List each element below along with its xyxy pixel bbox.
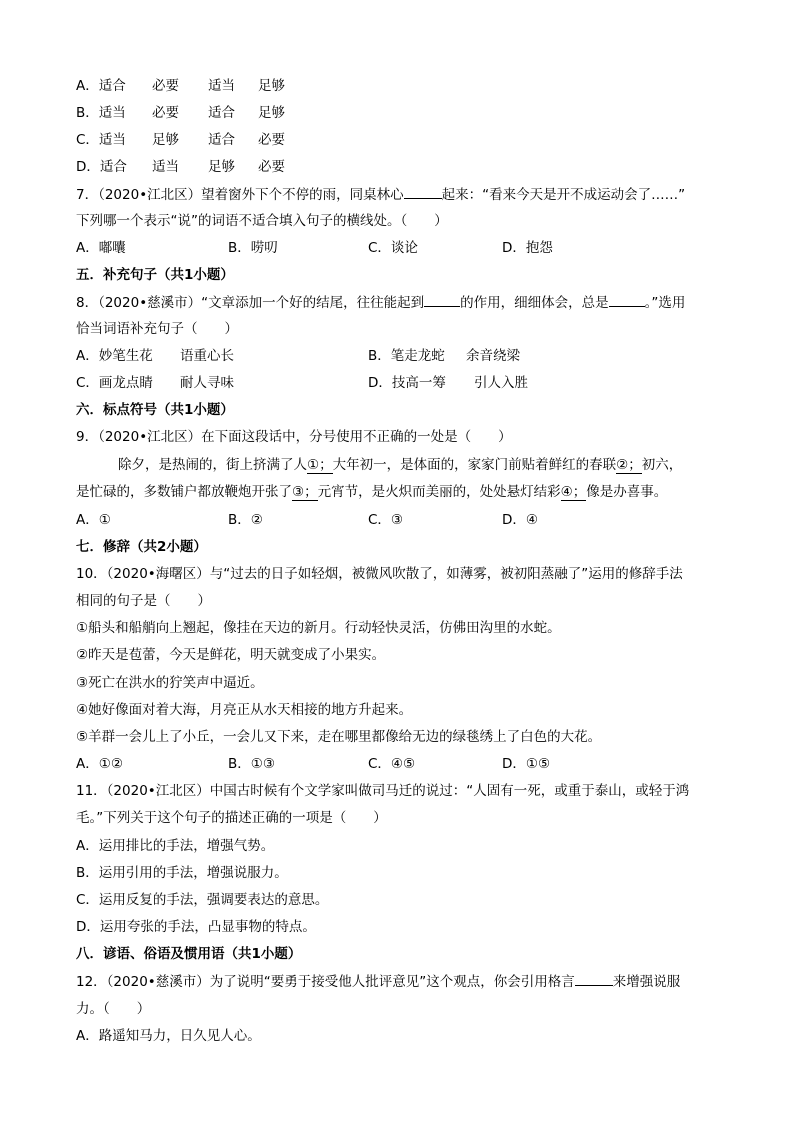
q12-stem-line2: 力。（ ） xyxy=(76,1001,151,1017)
q11-option-d[interactable]: D．运用夸张的手法，凸显事物的特点。 xyxy=(76,919,316,935)
q9-option-c[interactable]: C．③ xyxy=(368,512,404,528)
q9-stem: 9．（2020•江北区）在下面这段话中，分号使用不正确的一处是（ ） xyxy=(76,429,512,445)
q8-stem-line1: 8．（2020•慈溪市）“文章添加一个好的结尾，往往能起到 的作用，细细体会，总是 。”选用 xyxy=(76,292,685,313)
q10-option-c[interactable]: C．④⑤ xyxy=(368,756,416,772)
q7-option-a[interactable]: A．嘟囔 xyxy=(76,240,126,256)
q8-blank-1[interactable] xyxy=(424,292,460,307)
q11-stem-line2: 毛。”下列关于这个句子的描述正确的一项是（ ） xyxy=(76,810,387,826)
q7-option-b[interactable]: B．唠叨 xyxy=(228,240,278,256)
q9-mark-1: ①； xyxy=(307,457,333,473)
q11-option-c[interactable]: C．运用反复的手法，强调要表达的意思。 xyxy=(76,892,329,908)
q10-stem-line1: 10．（2020•海曙区）与“过去的日子如轻烟，被微风吹散了，如薄雾，被初阳蒸融了”运用的修辞手法 xyxy=(76,566,683,582)
q12-option-a[interactable]: A．路遥知马力，日久见人心。 xyxy=(76,1028,261,1044)
q10-option-a[interactable]: A．①② xyxy=(76,756,123,772)
q11-option-a[interactable]: A．运用排比的手法，增强气势。 xyxy=(76,838,275,854)
section-5-heading: 五．补充句子（共1小题） xyxy=(76,267,234,283)
q7-stem-line1: 7．（2020•江北区）望着窗外下个不停的雨，同桌林心 起来：“看来今天是开不成运动会了……” xyxy=(76,184,685,205)
section-8-heading: 八．谚语、俗语及惯用语（共1小题） xyxy=(76,946,302,962)
q10-item-4: ④她好像面对着大海，月亮正从水天相接的地方升起来。 xyxy=(76,702,413,718)
q11-option-b[interactable]: B．运用引用的手法，增强说服力。 xyxy=(76,865,288,881)
q7-stem-line2: 下列哪一个表示“说”的词语不适合填入句子的横线处。（ ） xyxy=(76,213,448,229)
q9-passage-line1: 除夕，是热闹的，街上挤满了人①；大年初一，是体面的，家家门前贴着鲜红的春联②；初六， xyxy=(118,457,683,473)
section-7-heading: 七．修辞（共2小题） xyxy=(76,539,207,555)
q10-item-2: ②昨天是苞蕾，今天是鲜花，明天就变成了小果实。 xyxy=(76,647,386,663)
q12-blank[interactable] xyxy=(575,971,613,986)
q7-option-d[interactable]: D．抱怨 xyxy=(502,240,553,256)
q9-passage-line2: 是忙碌的，多数铺户都放鞭炮开张了③；元宵节，是火炽而美丽的，处处悬灯结彩④；像是办喜事。 xyxy=(76,484,668,500)
q7-option-c[interactable]: C．谈论 xyxy=(368,240,418,256)
q9-option-b[interactable]: B．② xyxy=(228,512,263,528)
q10-option-d[interactable]: D．①⑤ xyxy=(502,756,551,772)
q12-stem-line1: 12．（2020•慈溪市）为了说明“要勇于接受他人批评意见”这个观点，你会引用格言 来增强说服 xyxy=(76,971,680,992)
q9-mark-2: ②； xyxy=(616,457,642,473)
q7-blank[interactable] xyxy=(404,184,442,199)
q10-item-5: ⑤羊群一会儿上了小丘，一会儿又下来，走在哪里都像给无边的绿毯绣上了白色的大花。 xyxy=(76,729,602,745)
q9-mark-3: ③； xyxy=(292,484,318,500)
q10-item-3: ③死亡在洪水的狞笑声中逼近。 xyxy=(76,675,264,691)
q9-mark-4: ④； xyxy=(560,484,587,500)
q9-option-a[interactable]: A．① xyxy=(76,512,111,528)
q10-item-1: ①船头和船艄向上翘起，像挂在天边的新月。行动轻快灵活，仿佛田沟里的水蛇。 xyxy=(76,620,561,636)
q9-option-d[interactable]: D．④ xyxy=(502,512,538,528)
q10-option-b[interactable]: B．①③ xyxy=(228,756,275,772)
q11-stem-line1: 11．（2020•江北区）中国古时候有个文学家叫做司马迁的说过：“人固有一死，或重于泰山，或轻于鸿 xyxy=(76,783,690,799)
section-6-heading: 六．标点符号（共1小题） xyxy=(76,402,234,418)
q10-stem-line2: 相同的句子是（ ） xyxy=(76,593,211,609)
q8-stem-line2: 恰当词语补充句子（ ） xyxy=(76,321,238,337)
q8-blank-2[interactable] xyxy=(609,292,645,307)
exam-page: A．适合 必要 适当 足够 B．适当 必要 适合 足够 C．适当 足够 适合 必要 D．适合 适当 足够 必要 7．（2020•江北区）望着窗外下个不停的雨，同桌林心 起来：“看来今天是开不成运动会了……” 下列哪一个表示“说”的词语不适合填入句子的横线处。（ ） A．嘟囔 B．唠叨 C．谈论 D．抱怨 五．补充句子（共1小题） 8．（2020•慈溪市）“文章添加一个好的结尾，往往能起到 的作用，细细体会，总是 。”选用 恰当词语补充句子（ ） A．妙笔生花 语重心长 B．笔走龙蛇 余音绕梁 C．画龙点睛 耐人寻味 D．技高一筹 引人入胜 六．标点符号（共1小题） 9．（2020•江北区）在下面这段话中，分号使用不正确的一处是（ ） 除夕，是热闹的，街上挤满了人①；大年初一，是体面的，家家门前贴着鲜红的春联②；初六， 是忙碌的，多数铺户都放鞭炮开张了③；元宵节，是火炽而美丽的，处处悬灯结彩④；像是办喜事。 A．① B．② C．③ D．④ 七．修辞（共2小题） 10．（2020•海曙区）与“过去的日子如轻烟，被微风吹散了，如薄雾，被初阳蒸融了”运用的修辞手法 相同的句子是（ ） ①船头和船艄向上翘起，像挂在天边的新月。行动轻快灵活，仿佛田沟里的水蛇。 ②昨天是苞蕾，今天是鲜花，明天就变成了小果实。 ③死亡在洪水的狞笑声中逼近。 ④她好像面对着大海，月亮正从水天相接的地方升起来。 ⑤羊群一会儿上了小丘，一会儿又下来，走在哪里都像给无边的绿毯绣上了白色的大花。 A．①② B．①③ C．④⑤ D．①⑤ 11．（2020•江北区）中国古时候有个文学家叫做司马迁的说过：“人固有一死，或重于泰山，或轻于鸿 毛。”下列关于这个句子的描述正确的一项是（ ） A．运用排比的手法，增强气势。 B．运用引用的手法，增强说服力。 C．运用反复的手法，强调要表达的意思。 D．运用夸张的手法，凸显事物的特点。 八．谚语、俗语及惯用语（共1小题） 12．（2020•慈溪市）为了说明“要勇于接受他人批评意见”这个观点，你会引用格言 来增强说服 力。（ ） A．路遥知马力，日久见人心。 xyxy=(76,78,690,1044)
